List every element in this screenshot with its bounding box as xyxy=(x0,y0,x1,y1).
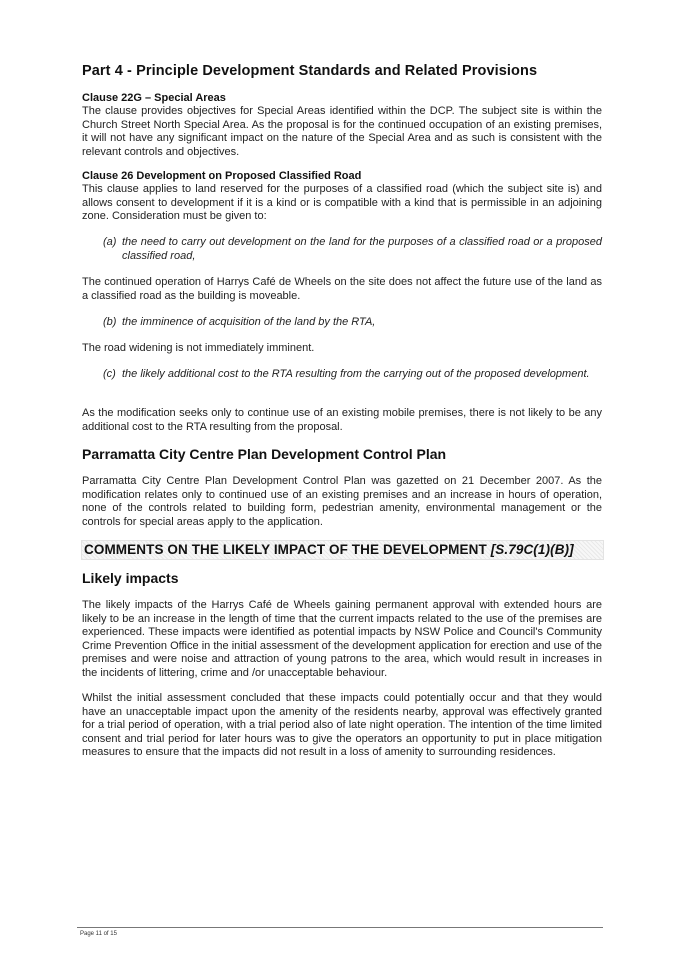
part-heading: Part 4 - Principle Development Standards and Related Provisions xyxy=(82,63,538,79)
dcp-section-heading: Parramatta City Centre Plan Development Control Plan xyxy=(82,446,447,462)
item-b-text: the imminence of acquisition of the land by the RTA, xyxy=(122,316,376,328)
item-c-label: (c) xyxy=(103,368,116,380)
footer-page-number: Page 11 of 15 xyxy=(80,931,117,937)
clause-26-heading: Clause 26 Development on Proposed Classified Road xyxy=(82,170,362,182)
clause-26-intro: This clause applies to land reserved for the purposes of a classified road (which the subject site is) and allows consent to development if it is a kind or is compatible with a kind that is permissible in an adjoining zone. Consideration must be given to: xyxy=(82,183,602,222)
clause-22g-heading: Clause 22G – Special Areas xyxy=(82,92,226,104)
clause-26-response-a: The continued operation of Harrys Café de Wheels on the site does not affect the future use of the land as a classified road as the building is moveable. xyxy=(82,276,602,302)
comments-reference: [S.79C(1)(B)] xyxy=(490,542,574,557)
likely-impacts-para-1: The likely impacts of the Harrys Café de Wheels gaining permanent approval with extended hours are likely to be an increase in the length of time that the current impacts related to the use of the premises are experienced. These impacts were identified as potential impacts by NSW Police and Council's Community Crime Prevention Office in the initial assessment of the development application for erection and use of the premises and were noise and attraction of young patrons to the area, which would result in increases in the incidents of littering, crime and /or unacceptable behaviour. xyxy=(82,599,602,679)
item-b-label: (b) xyxy=(103,316,117,328)
clause-26-item-a xyxy=(103,236,602,263)
clause-26-response-c: As the modification seeks only to continue use of an existing mobile premises, there is not likely to be any additional cost to the RTA resulting from the proposal. xyxy=(82,407,602,433)
likely-impacts-para-2: Whilst the initial assessment concluded that these impacts could potentially occur and that they would have an unacceptable impact upon the amenity of the residents nearby, approval was effectively granted for a trial period of operation, with a trial period also of late night operation. The intention of the time limited consent and trial period for later hours was to give the operators an opportunity to put in place mitigation measures to ensure that the impacts did not result in a loss of amenity to surrounding residences. xyxy=(82,692,602,758)
footer-rule xyxy=(77,927,603,928)
likely-impacts-heading: Likely impacts xyxy=(82,570,179,586)
item-a-label: (a) xyxy=(103,236,117,248)
clause-26-item-c xyxy=(103,368,602,382)
item-c-text: the likely additional cost to the RTA resulting from the carrying out of the proposed development. xyxy=(122,368,590,380)
item-a-text: the need to carry out development on the land for the purposes of a classified road or a proposed classified road, xyxy=(122,236,602,262)
dcp-section-body: Parramatta City Centre Plan Development Control Plan was gazetted on 21 December 2007. As the modification relates only to continued use of an existing premises and an increase in hours of operation, none of the controls related to building form, pedestrian amenity, environmental management or the controls for special areas apply to the application. xyxy=(82,475,602,528)
clause-26-response-b: The road widening is not immediately imminent. xyxy=(82,342,315,354)
clause-22g-body: The clause provides objectives for Special Areas identified within the DCP. The subject site is within the Church Street North Special Area. As the proposal is for the continued occupation of an existing premises, it will not have any significant impact on the nature of the Special Area and as such is consistent with the relevant controls and objectives. xyxy=(82,105,602,158)
clause-26-item-b xyxy=(103,316,602,330)
comments-title: COMMENTS ON THE LIKELY IMPACT OF THE DEVELOPMENT xyxy=(84,542,487,557)
comments-section-heading xyxy=(84,542,574,557)
